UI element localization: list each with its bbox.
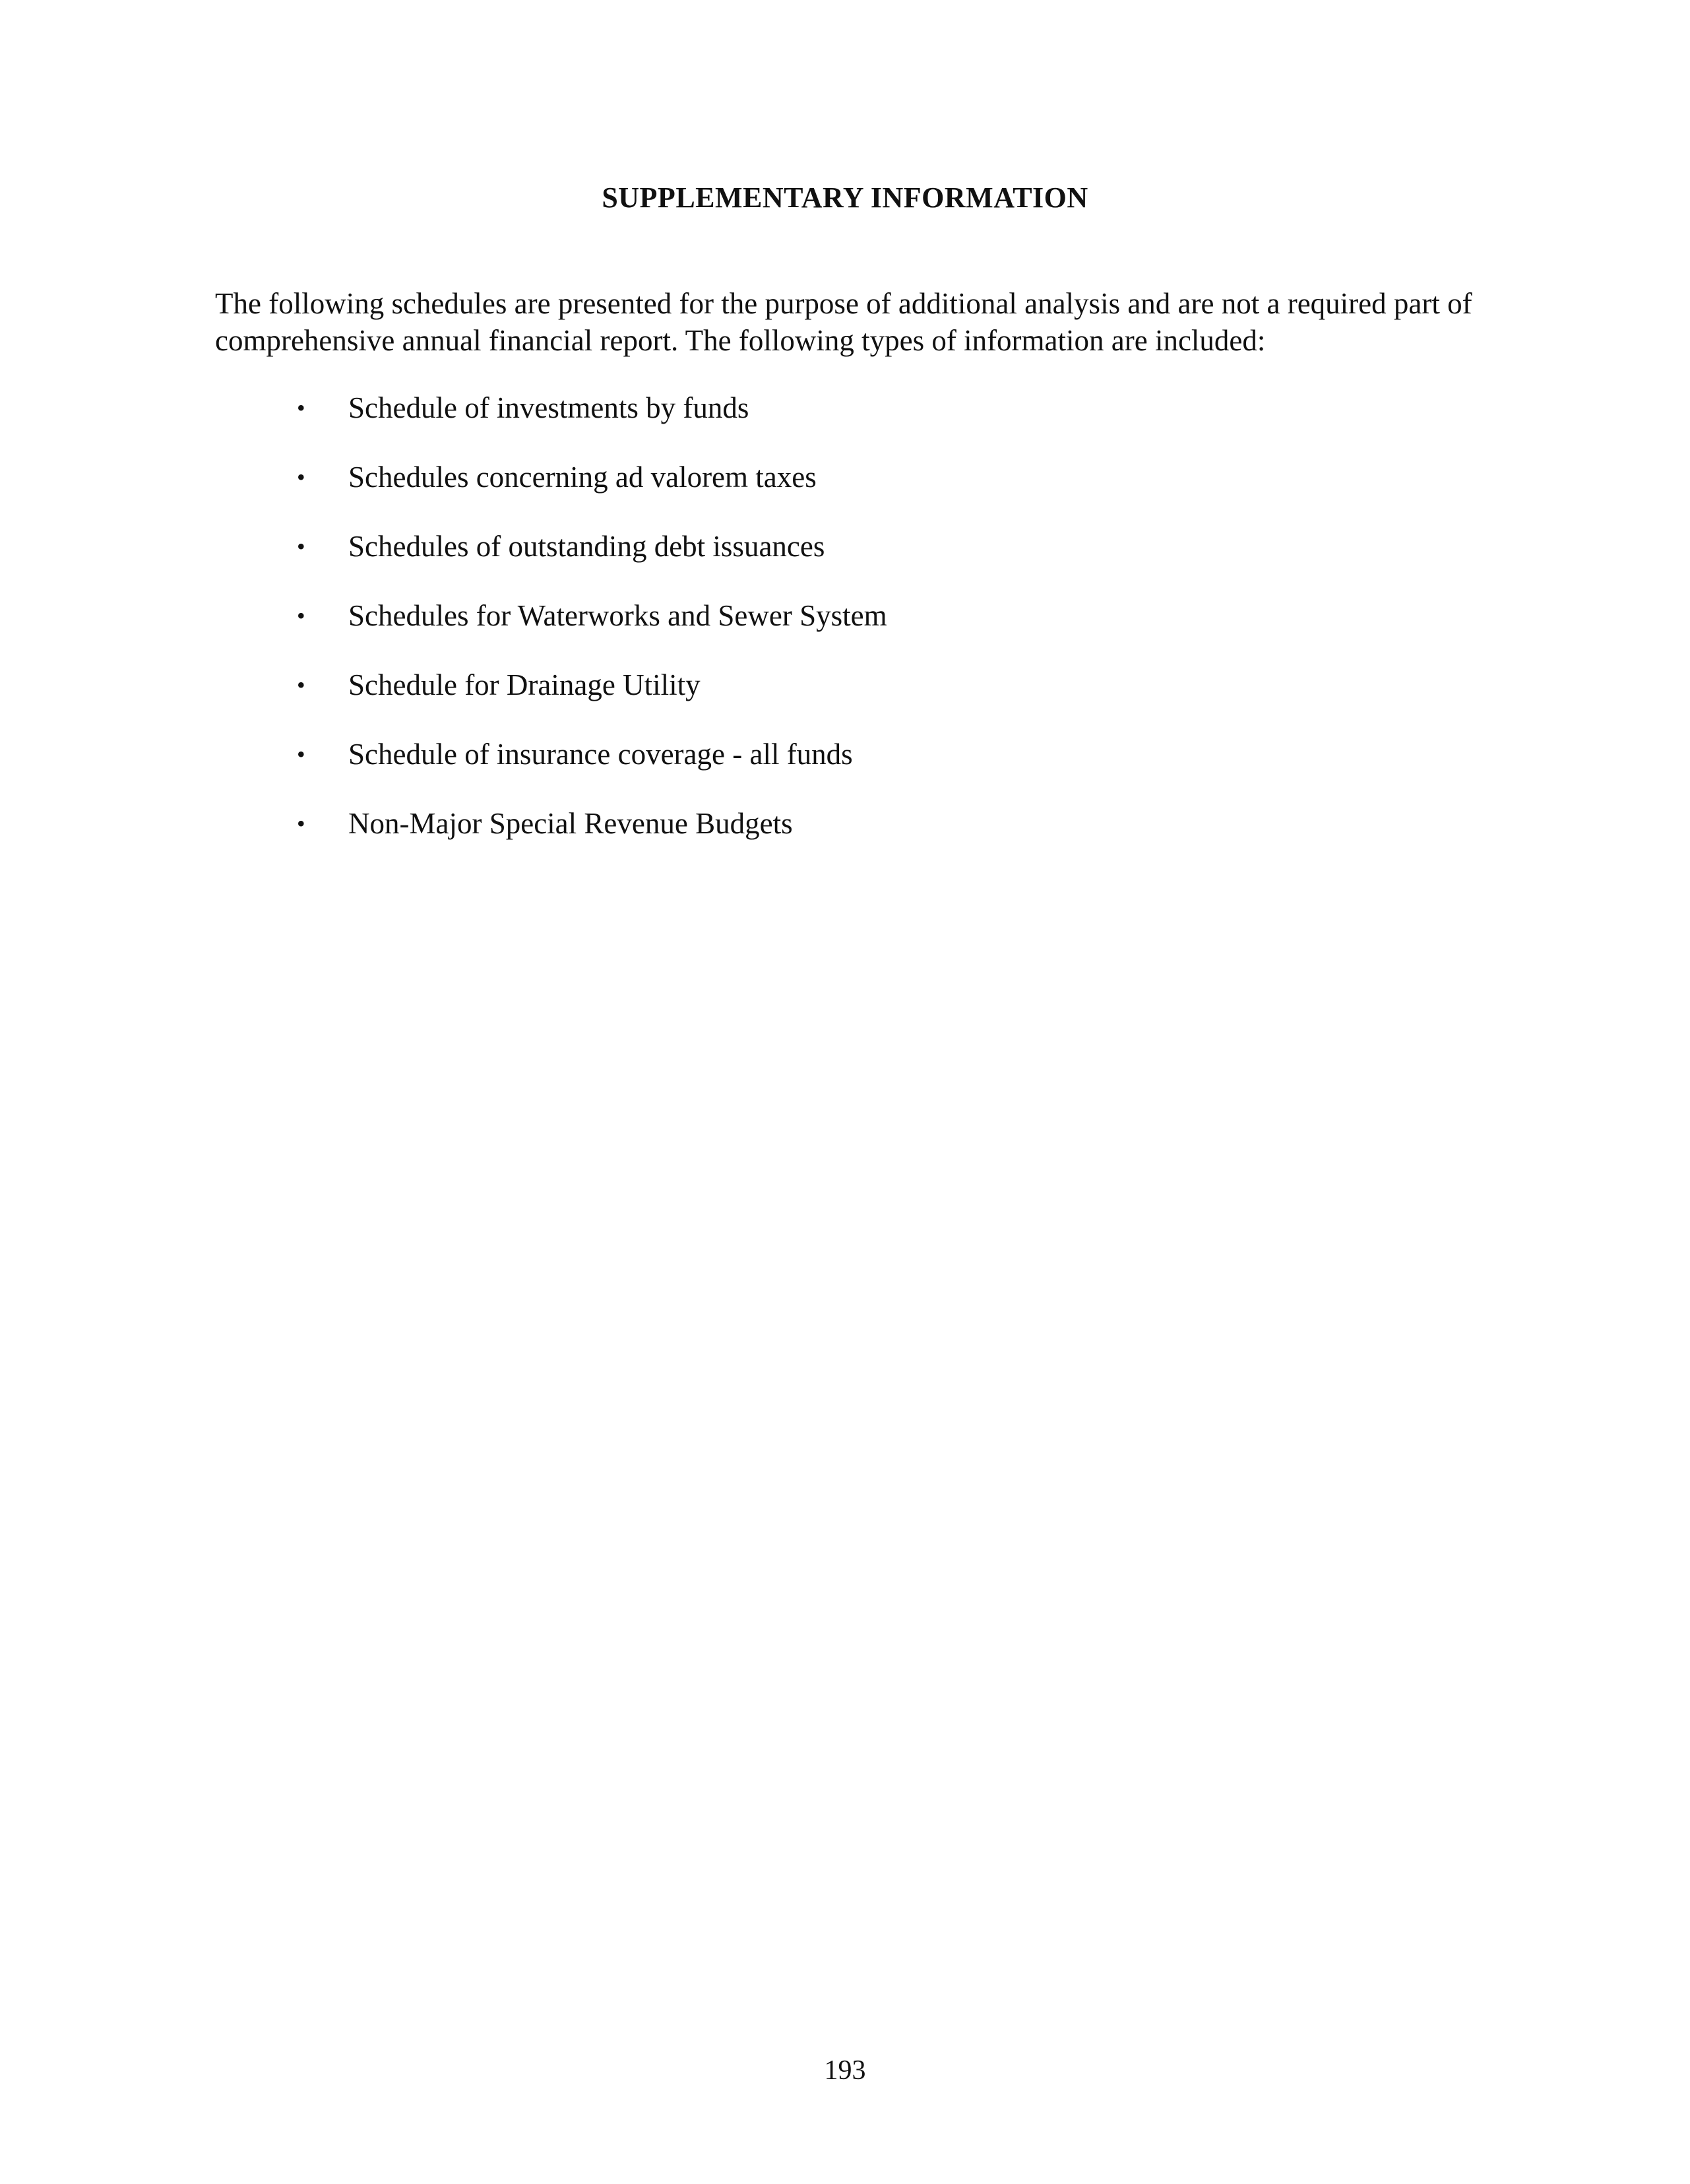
bullet-icon: • xyxy=(297,533,305,560)
intro-paragraph xyxy=(215,285,1508,359)
bullet-icon: • xyxy=(297,395,305,421)
bullet-icon: • xyxy=(297,672,305,698)
bullet-icon: • xyxy=(297,602,305,629)
list-item-text: Schedule for Drainage Utility xyxy=(348,668,701,701)
bullet-icon: • xyxy=(297,464,305,490)
page-number: 193 xyxy=(824,2055,866,2086)
list-item-text: Schedule of insurance coverage - all funds xyxy=(348,738,853,771)
intro-line: comprehensive annual financial report. The following types of information are included: xyxy=(215,324,1266,357)
bullet-icon: • xyxy=(297,741,305,767)
list-item-text: Non-Major Special Revenue Budgets xyxy=(348,807,793,840)
list-item-text: Schedules for Waterworks and Sewer System xyxy=(348,599,887,632)
bullet-icon: • xyxy=(297,810,305,837)
page-title: SUPPLEMENTARY INFORMATION xyxy=(602,181,1088,214)
list-item-text: Schedules of outstanding debt issuances xyxy=(348,530,825,563)
list-item-text: Schedules concerning ad valorem taxes xyxy=(348,461,817,494)
list-item-text: Schedule of investments by funds xyxy=(348,391,749,424)
intro-line: The following schedules are presented for the purpose of additional analysis and are not a required part of xyxy=(215,287,1472,320)
